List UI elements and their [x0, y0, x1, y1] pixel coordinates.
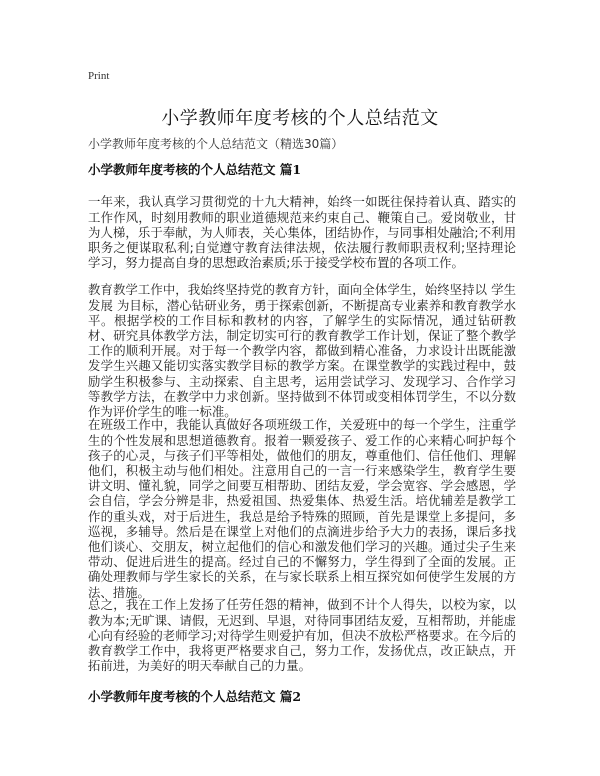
paragraph: 教育教学工作中，我始终坚持党的教育方针，面向全体学生，始终坚持以 学生发展 为目标，潜心钻研业务，勇于探索创新，不断提高专业素养和教育教学水平。根据学校的工作目标和教材的内容，了解学生的实际情况，通过钻研教材、研究具体教学方法，制定切实可行的教育教学工作计划，保证了整个教学工作的顺利开展。对于每一个教学内容，都做到精心准备，力求设计出既能激发学生兴趣又能切实落实教学目标的教学方案。在课堂教学的实践过程中，鼓励学生积极参与、主动探索、自主思考，运用尝试学习、发现学习、合作学习等教学方法，在教学中力求创新。坚持做到不体罚或变相体罚学生，不以分数作为评价学生的唯一标准。: [88, 282, 516, 420]
paragraph: 总之，我在工作上发扬了任劳任怨的精神，做到不计个人得失，以校为家，以教为本;无旷课、请假，无迟到、早退，对待同事团结友爱，互相帮助，并能虚心向有经验的老师学习;对待学生则爱护有加，但决不放松严格要求。在今后的教育教学工作中，我将更严格要求自己，努力工作，发扬优点，改正缺点，开拓前进，为美好的明天奉献自己的力量。: [88, 597, 516, 674]
paragraph: 一年来，我认真学习贯彻党的十九大精神，始终一如既往保持着认真、踏实的工作作风，时刻用教师的职业道德规范来约束自己、鞭策自己。爱岗敬业，甘为人梯，乐于奉献，为人师表，关心集体，团结协作，与同事相处融洽;不利用职务之便谋取私利;自觉遵守教育法律法规，依法履行教师职责权利;坚持理论学习，努力提高自身的思想政治素质;乐于接受学校布置的各项工作。: [88, 194, 516, 271]
section-heading-2: 小学教师年度考核的个人总结范文 篇2: [88, 689, 302, 704]
document-subtitle: 小学教师年度考核的个人总结范文（精选30篇）: [88, 137, 344, 151]
paragraph: 在班级工作中，我能认真做好各项班级工作，关爱班中的每一个学生，注重学生的个性发展和思想道德教育。报着一颗爱孩子、爱工作的心来精心呵护每个孩子的心灵，与孩子们平等相处，做他们的朋友，尊重他们、信任他们、理解他们，积极主动与他们相处。注意用自己的一言一行来感染学生，教育学生要讲文明、懂礼貌，同学之间要互相帮助、团结友爱，学会宽容、学会感恩，学会自信，学会分辨是非，热爱祖国、热爱集体、热爱生活。培优辅差是教学工作的重头戏，对于后进生，我总是给予特殊的照顾，首先是课堂上多提问，多巡视，多辅导。然后是在课堂上对他们的点滴进步给予大力的表扬，课后多找他们谈心、交朋友，树立起他们的信心和激发他们学习的兴趣。通过尖子生来带动、促进后进生的提高。经过自己的不懈努力，学生得到了全面的发展。正确处理教师与学生家长的关系，在与家长联系上相互探究如何使学生发展的方法、措施。: [88, 417, 516, 600]
print-label[interactable]: Print: [88, 70, 110, 82]
page-title: 小学教师年度考核的个人总结范文: [161, 108, 439, 129]
section-heading-1: 小学教师年度考核的个人总结范文 篇1: [88, 162, 302, 177]
